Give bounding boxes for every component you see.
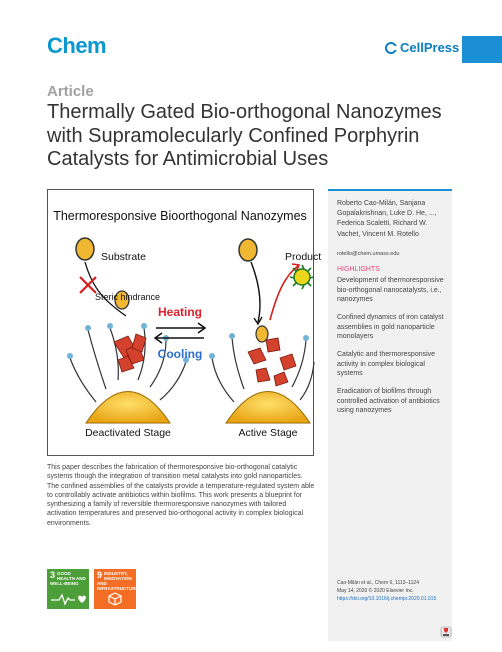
highlights-heading: HIGHLIGHTS — [337, 266, 380, 273]
heartbeat-icon — [47, 592, 89, 606]
bound-substrate — [256, 326, 268, 342]
citation-block — [337, 579, 452, 603]
active-nanoparticle — [226, 392, 310, 424]
product-label: Product — [285, 251, 322, 263]
graphical-abstract-illustration — [48, 190, 322, 455]
product-molecule-icon — [290, 265, 314, 289]
journal-logo[interactable]: Chem — [47, 33, 107, 58]
author-list: Roberto Cao-Milán, Sanjana Gopalakrishnan, Luke D. He, ..., Federica Scaletti, Richard W. Vachet, Vincent M. Rotello — [337, 200, 437, 238]
article-title: Thermally Gated Bio-orthogonal Nanozymes with Supramolecularly Confined Porphyrin Catalysts for Antimicrobial Uses — [47, 101, 442, 170]
sdg-label: GOOD HEALTH AND WELL-BEING — [50, 571, 86, 586]
highlight-item: Catalytic and thermoresponsive activity in complex biological systems — [337, 351, 436, 378]
header-accent-block — [462, 36, 502, 63]
article-type-label: Article — [47, 83, 94, 100]
heating-arrow-icon — [156, 323, 205, 333]
highlight-item: Eradication of biofilms through controlled activation of antibiotics using nanozymes — [337, 388, 440, 415]
sdg-number: 9 — [97, 570, 103, 580]
crossmark-icon[interactable] — [440, 626, 452, 638]
sdg-badge-good-health[interactable] — [47, 569, 89, 609]
cooling-arrow-icon — [155, 333, 204, 343]
cubes-icon — [94, 592, 136, 606]
substrate-entry-arrow — [251, 262, 260, 322]
graphical-abstract — [47, 189, 322, 456]
figure-title: Thermoresponsive Bioorthogonal Nanozymes — [53, 209, 307, 223]
sdg-label: INDUSTRY, INNOVATION AND INFRASTRUCTURE — [97, 571, 139, 591]
deactivated-stage-label: Deactivated Stage — [85, 427, 171, 439]
substrate-label: Substrate — [101, 251, 146, 263]
publisher-logo[interactable] — [385, 40, 459, 55]
cooling-label: Cooling — [157, 347, 203, 361]
corresponding-email[interactable]: rotello@chem.umass.edu — [337, 251, 400, 257]
article-summary: This paper describes the fabrication of thermoresponsive bio-orthogonal catalytic systems though the integration of transition metal catalysts into gold nanoparticles. The confined assemblies of the catalysts provide a temperature-regulated system able to controllably activate antibiotics within biofilms. This work presents a blueprint for synthesizing a family of reversible thermoresponsive nanozymes with tailored activation temperatures and preserved bio-orthogonal activity in complex biological environments. — [47, 464, 315, 527]
substrate-molecule — [76, 238, 94, 260]
active-stage-label: Active Stage — [238, 427, 298, 439]
highlight-item: Development of thermoresponsive bio-orthogonal nanocatalysts, i.e., nanozymes — [337, 277, 444, 304]
incoming-substrate — [239, 239, 257, 261]
publisher-name: CellPress — [400, 40, 460, 55]
sdg-badge-industry-innovation[interactable] — [94, 569, 139, 609]
blocked-cross-icon — [80, 277, 96, 293]
article-sidebar — [328, 189, 452, 641]
citation-date-copyright: May 14, 2020 © 2020 Elsevier Inc. — [337, 588, 414, 594]
sdg-number: 3 — [50, 570, 56, 580]
doi-link[interactable]: https://doi.org/10.1016/j.chempr.2020.01.015 — [337, 596, 437, 602]
highlight-item: Confined dynamics of iron catalyst assemblies in gold nanoparticle monolayers — [337, 314, 444, 341]
citation-reference: Cao-Milán et al., Chem 6, 1113–1124 — [337, 580, 419, 586]
dispersed-catalysts — [248, 338, 296, 386]
heating-label: Heating — [157, 305, 203, 319]
steric-hindrance-label: Steric hindrance — [95, 292, 161, 302]
deactivated-nanoparticle — [86, 392, 170, 424]
cellpress-icon — [385, 42, 397, 54]
